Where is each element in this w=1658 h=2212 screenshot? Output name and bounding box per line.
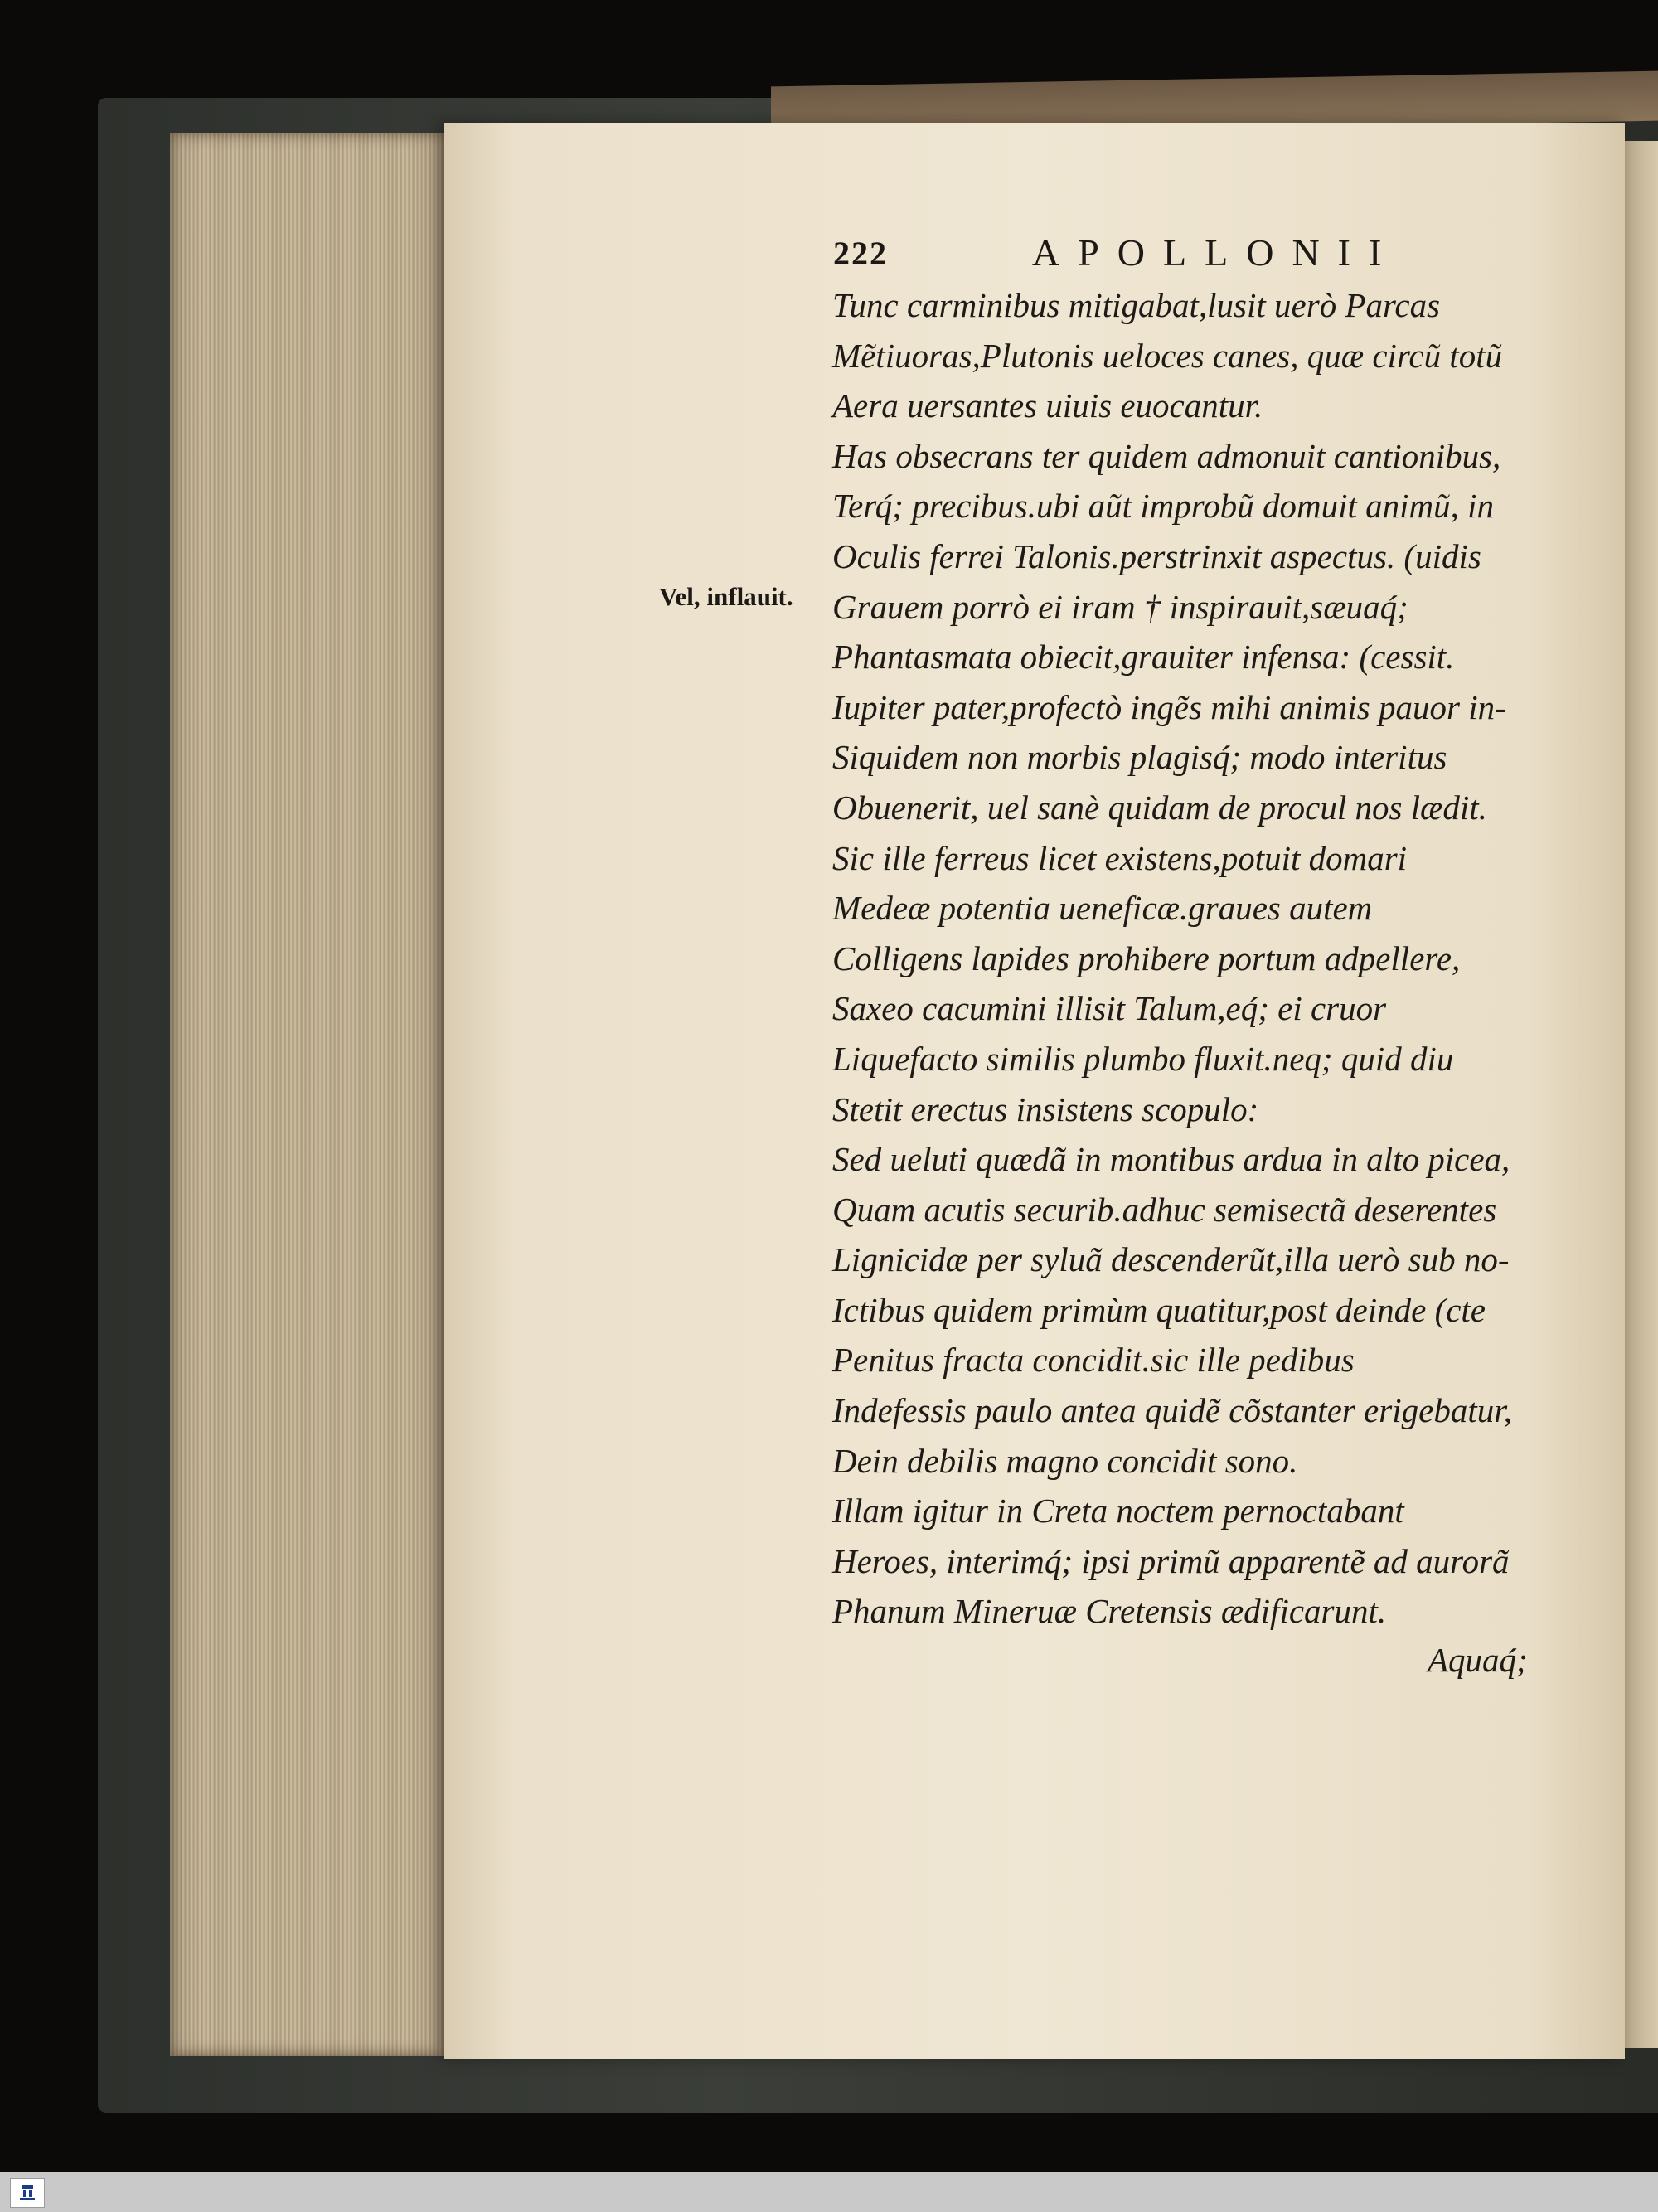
running-head: APOLLONII <box>1032 231 1400 274</box>
page-edges <box>170 133 448 2056</box>
verse-line: Terq́; precibus.ubi aũt improbũ domuit animũ, in <box>832 487 1494 526</box>
margin-note: Vel, inflauit. <box>659 582 793 611</box>
verse-line: Lignicidæ per syluã descenderũt,illa uerò sub no- <box>832 1240 1510 1279</box>
verse-line: Heroes, interimq́; ipsi primũ apparentẽ ad aurorã <box>832 1541 1510 1580</box>
verse-line: Has obsecrans ter quidem admonuit cantionibus, <box>832 436 1501 475</box>
verse-line: Stetit erectus insistens scopulo: <box>832 1089 1259 1128</box>
verse-line: Tunc carminibus mitigabat,lusit uerò Parcas <box>832 286 1441 324</box>
verse-line: Liquefacto similis plumbo fluxit.neq; quid diu <box>832 1039 1454 1078</box>
verse-line: Iupiter pater,profectò ingẽs mihi animis pauor in- <box>832 687 1506 726</box>
verse-line: Illam igitur in Creta noctem pernoctabant <box>832 1492 1404 1530</box>
verse-line: Siquidem non morbis plagisq́; modo interitus <box>832 738 1447 777</box>
verse-line: Indefessis paulo antea quidẽ cõstanter erigebatur, <box>832 1391 1512 1430</box>
verse-line: Mẽtiuoras,Plutonis ueloces canes, quæ circũ totũ <box>832 336 1503 375</box>
page-header <box>833 230 1563 280</box>
page-number: 222 <box>833 235 888 272</box>
viewer-footer-bar <box>0 2172 1658 2212</box>
verse-line: Grauem porrò ei iram † inspirauit,sæuaq́; <box>832 587 1408 626</box>
verse-line: Obuenerit, uel sanè quidam de procul nos lædit. <box>832 788 1487 827</box>
verse-line: Quam acutis securib.adhuc semisectã deserentes <box>832 1190 1497 1229</box>
verse-line: Oculis ferrei Talonis.perstrinxit aspectus. (uidis <box>832 536 1481 575</box>
verse-line: Phantasmata obiecit,grauiter infensa: (cessit. <box>832 638 1455 677</box>
verse-line: Sic ille ferreus licet existens,potuit domari <box>832 838 1408 877</box>
catchword: Aquaq́; <box>1428 1641 1528 1679</box>
verse-line: Aera uersantes uiuis euocantur. <box>832 386 1263 425</box>
facing-page-edge <box>1625 141 1658 2048</box>
verse-line: Colligens lapides prohibere portum adpellere, <box>832 939 1461 977</box>
verse-line: Dein debilis magno concidit sono. <box>832 1441 1298 1480</box>
verse-block <box>832 280 1562 1637</box>
library-logo-glyph <box>18 2183 36 2203</box>
verse-line: Sed ueluti quædã in montibus ardua in alto picea, <box>832 1140 1510 1179</box>
library-logo-icon[interactable] <box>10 2178 45 2208</box>
verse-line: Saxeo cacumini illisit Talum,eq́; ei cruor <box>832 989 1387 1028</box>
verse-line: Ictibus quidem primùm quatitur,post deinde (cte <box>832 1290 1486 1329</box>
verse-line: Penitus fracta concidit.sic ille pedibus <box>832 1341 1355 1380</box>
verse-line: Phanum Mineruæ Cretensis ædificarunt. <box>832 1592 1387 1631</box>
verse-line: Medeæ potentia ueneficæ.graues autem <box>832 889 1373 928</box>
